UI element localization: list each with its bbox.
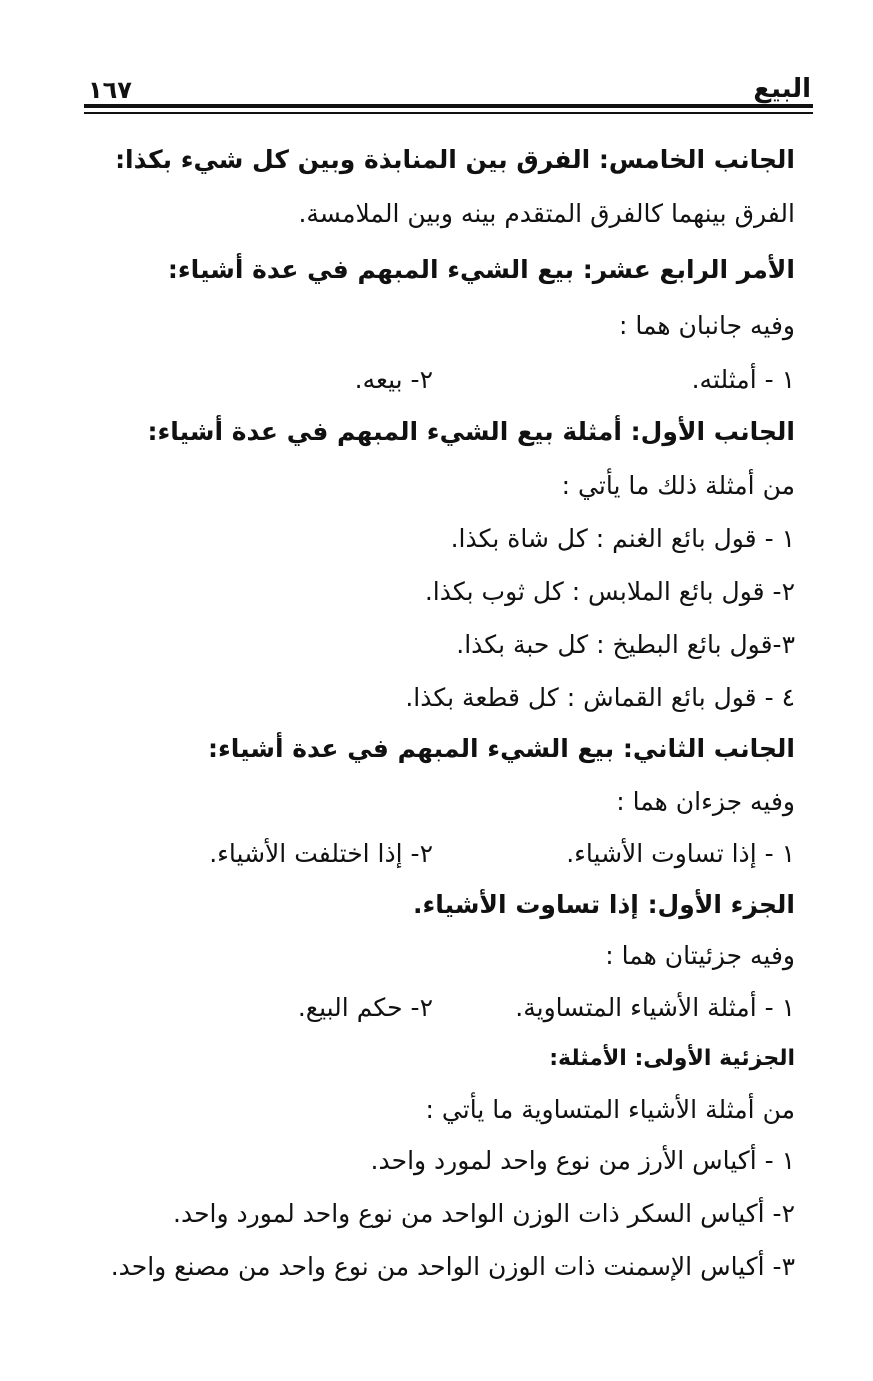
list-item: ٢- قول بائع الملابس : كل ثوب بكذا. [424, 577, 795, 606]
list-item: ١ - قول بائع الغنم : كل شاة بكذا. [450, 524, 795, 553]
list-item: ٢- بيعه. [354, 365, 433, 394]
list-item: ١ - أكياس الأرز من نوع واحد لمورد واحد. [370, 1146, 795, 1175]
section-heading: الجزء الأول: إذا تساوت الأشياء. [412, 890, 795, 919]
list-item: ١ - أمثلته. [691, 365, 795, 394]
running-header-title: البيع [753, 74, 811, 104]
list-item: ٢- حكم البيع. [297, 993, 433, 1022]
section-heading: الجزئية الأولى: الأمثلة: [549, 1046, 795, 1071]
paragraph: وفيه جزءان هما : [616, 787, 795, 816]
list-item: ٢- إذا اختلفت الأشياء. [209, 839, 433, 868]
header-rule-thin [84, 112, 813, 114]
list-item: ٢- أكياس السكر ذات الوزن الواحد من نوع واحد لمورد واحد. [173, 1199, 795, 1228]
paragraph: من أمثلة الأشياء المتساوية ما يأتي : [425, 1095, 795, 1124]
paragraph: من أمثلة ذلك ما يأتي : [561, 471, 795, 500]
section-heading: الجانب الخامس: الفرق بين المنابذة وبين كل شيء بكذا: [115, 145, 795, 174]
paragraph: وفيه جانبان هما : [618, 311, 795, 340]
section-heading: الجانب الأول: أمثلة بيع الشيء المبهم في عدة أشياء: [147, 417, 795, 446]
header-rule-thick [84, 104, 813, 108]
list-item: ١ - أمثلة الأشياء المتساوية. [515, 993, 795, 1022]
section-heading: الأمر الرابع عشر: بيع الشيء المبهم في عدة أشياء: [167, 255, 795, 284]
list-item: ١ - إذا تساوت الأشياء. [566, 839, 795, 868]
list-item: ٣- أكياس الإسمنت ذات الوزن الواحد من نوع واحد من مصنع واحد. [110, 1252, 795, 1281]
list-item: ٣-قول بائع البطيخ : كل حبة بكذا. [456, 630, 795, 659]
paragraph: وفيه جزئيتان هما : [605, 941, 795, 970]
list-item: ٤ - قول بائع القماش : كل قطعة بكذا. [405, 683, 795, 712]
section-heading: الجانب الثاني: بيع الشيء المبهم في عدة أشياء: [208, 734, 795, 763]
page-number: ١٦٧ [88, 76, 132, 104]
paragraph: الفرق بينهما كالفرق المتقدم بينه وبين الملامسة. [298, 199, 795, 228]
